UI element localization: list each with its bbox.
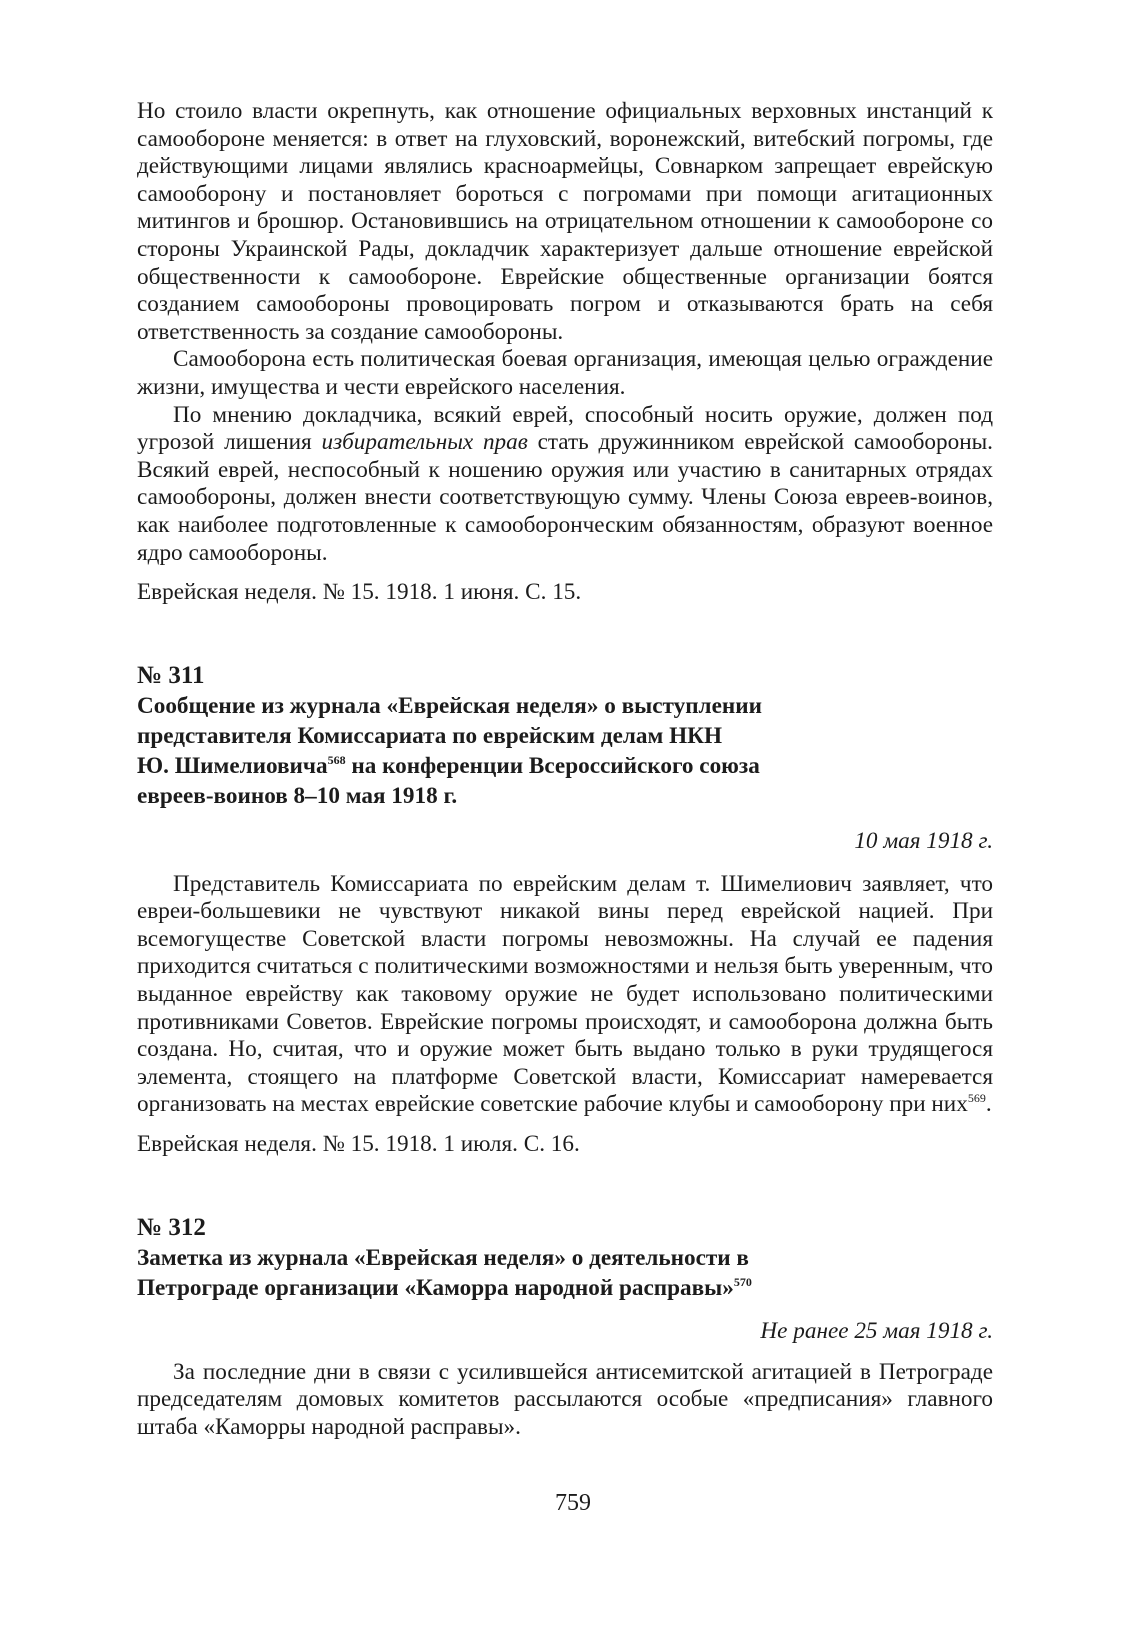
intro-p3-text-end: стать дружинником еврейской самообороны. Всякий еврей, неспособный к ношению оружия или участию в санитарных отрядах самообороны, должен внести соответствующую сумму. Члены Союза евреев-воинов, как наиболее подготовленные к самооборонческим обязанностям, образуют военное ядро самообороны. <box>137 429 993 566</box>
doc-311-body-end: . <box>985 1091 992 1118</box>
doc-312-number: № 312 <box>137 1213 206 1241</box>
page-number: 759 <box>555 1490 591 1516</box>
footnote-ref-568: 568 <box>327 752 346 767</box>
doc-312-title-line-1: Заметка из журнала «Еврейская неделя» о деятельности в <box>137 1244 749 1271</box>
doc-312-title-line-2-text: Петрограде организации «Каморра народной расправы» <box>137 1274 734 1301</box>
doc-311-title-line-3a: Ю. Шимелиовича <box>137 752 328 779</box>
intro-p3-text: По мнению докладчика, всякий еврей, способный носить оружие, должен под угрозой лишения <box>137 401 993 456</box>
doc-311-source: Еврейская неделя. № 15. 1918. 1 июля. С. 16. <box>137 1131 580 1158</box>
doc-311-number: № 311 <box>137 661 205 689</box>
intro-paragraph-1: Но стоило власти окрепнуть, как отношение официальных верховных инстанций к самообороне меняется: в ответ на глуховский, воронежский, витебский погромы, где действующими лицами являлись красноармейцы, Совнарком запрещает еврейскую самооборону и постановляет бороться с погромами при помощи агитационных митингов и брошюр. Остановившись на отрицательном отношении к самообороне со стороны Украинской Рады, докладчик характеризует дальше отношение еврейской общественности к самообороне. Еврейские общественные организации боятся созданием самообороны провоцировать погром и отказываются брать на себя ответственность за создание самообороны. <box>137 98 993 345</box>
doc-311-title-line-3 <box>137 751 993 781</box>
doc-311-title-line-1: Сообщение из журнала «Еврейская неделя» о выступлении <box>137 692 762 719</box>
doc-312-body: За последние дни в связи с усилившейся антисемитской агитацией в Петрограде председателям домовых комитетов рассылаются особые «предписания» главного штаба «Каморры народной расправы». <box>137 1358 993 1440</box>
doc-311-title-line-4: евреев-воинов 8–10 мая 1918 г. <box>137 782 458 809</box>
page-content <box>137 98 993 1441</box>
doc-312-title-line-2 <box>137 1273 993 1303</box>
doc-311-title <box>137 691 993 811</box>
footnote-ref-569: 569 <box>967 1091 986 1106</box>
doc-311-title-line-2: представителя Комиссариата по еврейским делам НКН <box>137 722 722 749</box>
intro-source: Еврейская неделя. № 15. 1918. 1 июня. С. 15. <box>137 579 582 606</box>
doc-312-date: Не ранее 25 мая 1918 г. <box>760 1317 993 1344</box>
footnote-ref-570: 570 <box>733 1274 752 1289</box>
doc-311-body-text: Представитель Комиссариата по еврейским делам т. Шимелиович заявляет, что евреи-большевики не чувствуют никакой вины перед еврейской нацией. При всемогуществе Советской власти погромы невозможны. На случай ее падения приходится считаться с политическими возможностями и нельзя быть уверенным, что выданное еврейству как таковому оружие не будет использовано политическими противниками Советов. Еврейские погромы происходят, и самооборона должна быть создана. Но, считая, что и оружие может быть выдано только в руки трудящегося элемента, стоящего на платформе Советской власти, Комиссариат намеревается организовать на местах еврейские советские рабочие клубы и самооборону при них <box>137 870 993 1118</box>
doc-311-date: 10 мая 1918 г. <box>854 827 993 854</box>
intro-paragraph-3 <box>137 402 993 568</box>
doc-312-title <box>137 1243 993 1303</box>
intro-paragraph-2: Самооборона есть политическая боевая организация, имеющая целью ограждение жизни, имущества и чести еврейского населения. <box>137 346 993 400</box>
doc-311-title-line-3b: на конференции Всероссийского союза <box>345 752 760 779</box>
intro-p3-italic: избирательных прав <box>321 429 528 456</box>
doc-311-body <box>137 871 993 1119</box>
